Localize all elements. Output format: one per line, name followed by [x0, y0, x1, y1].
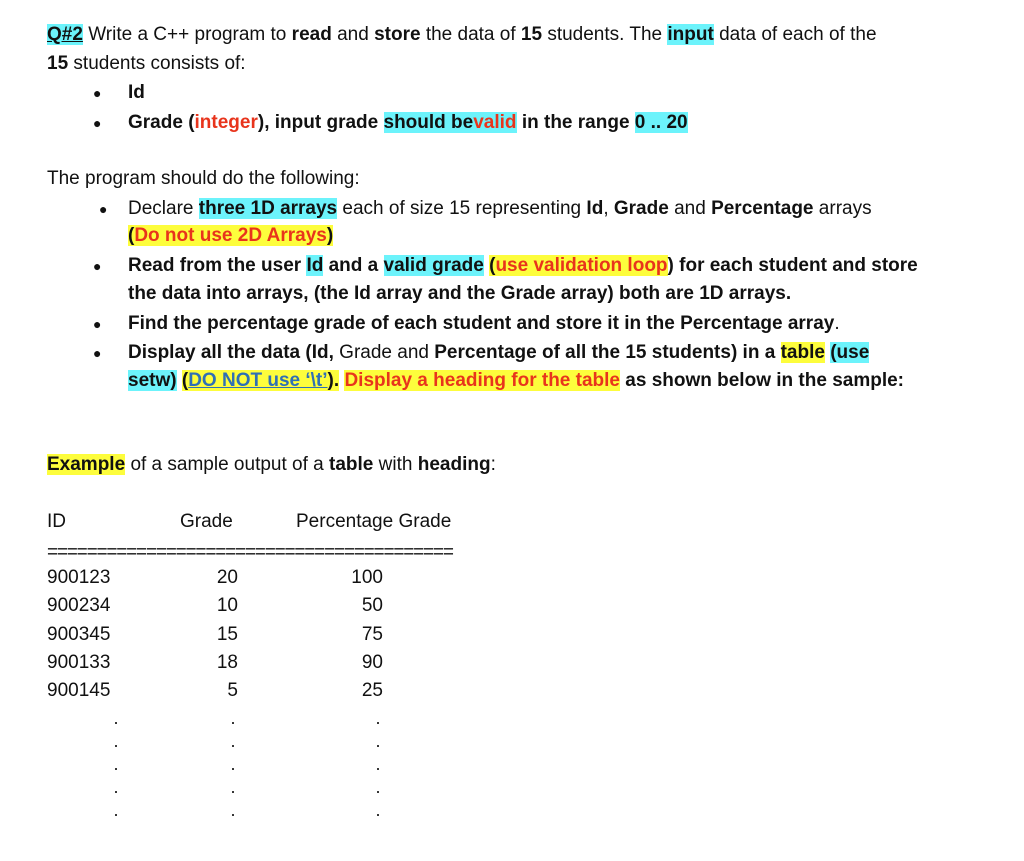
req-2-line-2 [128, 281, 791, 307]
highlight-validation-loop [489, 255, 667, 276]
table-rule: ========================================= [47, 543, 453, 563]
req-text: and [674, 198, 706, 219]
keyword-heading: heading [417, 454, 491, 475]
highlight-no-tab [182, 370, 339, 391]
table-cell-grade: 5 [227, 680, 238, 701]
req-text: ( [128, 225, 135, 246]
keyword-count: 15 [47, 53, 69, 74]
req-4-line-1 [128, 340, 869, 366]
question-line-1 [47, 22, 877, 48]
keyword-input: input [667, 24, 714, 45]
example-text: : [490, 454, 496, 475]
question-text: and [337, 24, 369, 45]
highlight-no-2d [128, 225, 333, 246]
req-text: ( [489, 255, 496, 276]
req-warning: DO NOT use ‘\t’ [188, 370, 328, 391]
req-3 [128, 311, 840, 337]
req-text: ). [327, 370, 340, 391]
table-cell-id: 900234 [47, 595, 111, 616]
table-cell-grade: 18 [216, 652, 238, 673]
table-cell-grade: 15 [216, 624, 238, 645]
ellipsis-dot: . [113, 754, 119, 774]
req-text: ) for each student and store [667, 255, 918, 276]
question-label: Q#2 [47, 24, 83, 45]
bullet-icon: ● [93, 258, 102, 274]
field-grade [128, 110, 688, 136]
table-header-grade: Grade [180, 511, 233, 532]
table-cell-percentage: 50 [361, 595, 383, 616]
req-text: as shown below in the sample: [625, 370, 905, 391]
req-text: . [834, 313, 840, 334]
keyword-count: 15 [520, 24, 543, 45]
req-text: each of size 15 representing [342, 198, 582, 219]
highlight-should-be: should be [383, 112, 474, 133]
req-text: Read from the user [128, 255, 302, 276]
keyword-store: store [374, 24, 421, 45]
ellipsis-dot: . [113, 777, 119, 797]
table-cell-grade: 10 [216, 595, 238, 616]
req-text: the data into arrays, (the Id array and the Grade array) both are 1D arrays. [128, 283, 792, 304]
example-label: Example [47, 454, 126, 475]
req-text: , [603, 198, 609, 219]
question-text: Write a C++ program to [88, 24, 287, 45]
req-text: Display all the data (Id, [128, 342, 334, 363]
example-line [47, 452, 496, 478]
ellipsis-dot: . [113, 731, 119, 751]
table-header-id: ID [47, 511, 66, 532]
table-cell-id: 900145 [47, 680, 111, 701]
field-id [128, 80, 145, 106]
req-text: ) [326, 225, 334, 246]
table-cell-id: 900123 [47, 567, 111, 588]
req-2-line-1 [128, 253, 918, 279]
question-text: students consists of: [73, 53, 246, 74]
table-cell-id: 900133 [47, 652, 111, 673]
field-type: integer [194, 112, 258, 133]
req-text: and [397, 342, 429, 363]
program-intro: The program should do the following: [47, 168, 360, 189]
example-text: with [378, 454, 413, 475]
bullet-icon: ● [93, 345, 102, 361]
req-warning: use validation loop [495, 255, 668, 276]
keyword-table: table [329, 454, 374, 475]
table-cell-percentage: 90 [361, 652, 383, 673]
keyword-id: Id [586, 198, 604, 219]
req-text: Percentage of all the 15 students) in a [434, 342, 776, 363]
field-text: in the range [521, 112, 630, 133]
highlight-display-heading: Display a heading for the table [344, 370, 620, 391]
ellipsis-dot: . [113, 708, 119, 728]
ellipsis-dot: . [113, 800, 119, 820]
req-text: Find the percentage grade of each student and store it in the Percentage array [128, 313, 835, 334]
ellipsis-dot: . [230, 708, 236, 728]
table-cell-percentage: 100 [351, 567, 383, 588]
table-cell-percentage: 25 [361, 680, 383, 701]
highlight-valid: valid [473, 112, 517, 133]
highlight-setw: setw) [128, 370, 177, 391]
question-text: data of each of the [719, 24, 877, 45]
req-warning: Do not use 2D Arrays [134, 225, 327, 246]
bullet-icon: ● [93, 115, 102, 131]
question-text: the data of [425, 24, 516, 45]
field-text: Grade ( [128, 112, 195, 133]
highlight-valid-grade: valid grade [383, 255, 484, 276]
req-text: Grade [339, 342, 392, 363]
table-cell-grade: 20 [216, 567, 238, 588]
ellipsis-dot: . [230, 777, 236, 797]
example-text: of a sample output of a [130, 454, 324, 475]
keyword-grade: Grade [613, 198, 669, 219]
highlight-table: table [780, 342, 825, 363]
ellipsis-dot: . [375, 731, 381, 751]
req-text: Declare [128, 198, 194, 219]
bullet-icon: ● [99, 201, 108, 217]
bullet-icon: ● [93, 85, 102, 101]
ellipsis-dot: . [375, 754, 381, 774]
table-cell-percentage: 75 [361, 624, 383, 645]
ellipsis-dot: . [230, 800, 236, 820]
question-text: students. The [547, 24, 663, 45]
highlight-use-setw: (use [830, 342, 870, 363]
keyword-read: read [291, 24, 332, 45]
ellipsis-dot: . [230, 754, 236, 774]
highlight-id: Id [306, 255, 324, 276]
ellipsis-dot: . [230, 731, 236, 751]
ellipsis-dot: . [375, 800, 381, 820]
req-text: and a [328, 255, 379, 276]
req-1-line-2 [128, 223, 333, 249]
req-text: arrays [818, 198, 872, 219]
highlight-three-arrays: three 1D arrays [198, 198, 338, 219]
req-4-line-2 [128, 368, 904, 394]
table-header-percentage: Percentage Grade [296, 511, 452, 532]
ellipsis-dot: . [375, 777, 381, 797]
question-line-2 [47, 51, 246, 77]
req-text: ( [181, 370, 189, 391]
bullet-icon: ● [93, 316, 102, 332]
ellipsis-dot: . [375, 708, 381, 728]
field-label: Id [128, 82, 145, 103]
field-text: ), input grade [257, 112, 379, 133]
table-cell-id: 900345 [47, 624, 111, 645]
req-1-line-1 [128, 196, 872, 222]
highlight-range: 0 .. 20 [634, 112, 688, 133]
keyword-percentage: Percentage [711, 198, 814, 219]
